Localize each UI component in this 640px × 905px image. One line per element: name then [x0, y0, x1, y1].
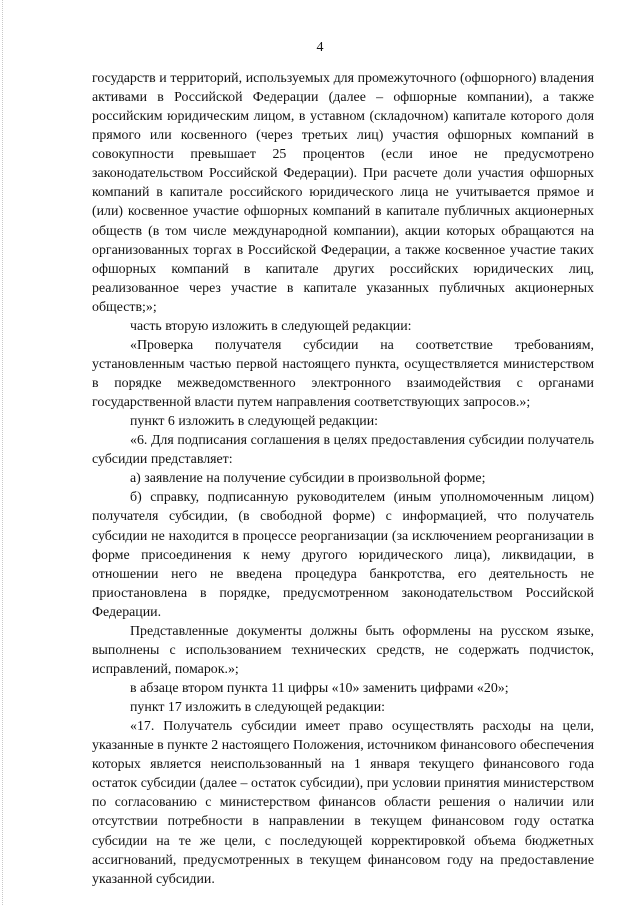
- document-body: [92, 69, 594, 889]
- paragraph-9: в абзаце втором пункта 11 цифры «10» заменить цифрами «20»;: [130, 681, 509, 696]
- page-number: 4: [316, 40, 324, 55]
- paragraph-4: пункт 6 изложить в следующей редакции:: [130, 414, 379, 430]
- paragraph-2: часть вторую изложить в следующей редакции:: [130, 318, 412, 334]
- paragraph-11: «17. Получатель субсидии имеет право осуществлять расходы на цели, указанные в пункте 2 настоящего Положения, источником финансового обеспечения которых является неиспользованный на 1 января текущего финансового года остаток субсидии (далее – остаток субсидии), при условии принятия министерством по согласованию с министерством финансов области решения о наличии или отсутствии потребности в направлении в текущем финансовом году остатка субсидии на те же цели, с последующей корректировкой объема бюджетных ассигнований, предусмотренных в текущем финансовом году на предоставление указанной субсидии.: [92, 719, 594, 887]
- scan-edge-divider: [2, 0, 3, 905]
- paragraph-1: государств и территорий, используемых для промежуточного (офшорного) владения активами в Российской Федерации (далее – офшорные компании), а также российским юридическим лицом, в уставном (складочном) капитале которого доля прямого или косвенного (через третьих лиц) участия офшорных компаний в совокупности превышает 25 процентов (если иное не предусмотрено законодательством Российской Федерации). При расчете доли участия офшорных компаний в капитале российского юридического лица не учитывается прямое и (или) косвенное участие офшорных компаний в капитале публичных акционерных обществ (в том числе международной компании), акции которых обращаются на организованных торгах в Российской Федерации, а также косвенное участие таких офшорных компаний в капитале других российских юридических лиц, реализованное через участие в капитале указанных публичных акционерных обществ;»;: [92, 71, 594, 315]
- paragraph-10: пункт 17 изложить в следующей редакции:: [130, 700, 385, 716]
- paragraph-6: а) заявление на получение субсидии в произвольной форме;: [130, 471, 486, 487]
- paragraph-7: б) справку, подписанную руководителем (иным уполномоченным лицом) получателя субсидии, (в свободной форме) с информацией, что получатель субсидии не находится в процессе реорганизации (за исключением реорганизации в форме присоединения к нему другого юридического лица), ликвидации, в отношении него не введена процедура банкротства, его деятельность не приостановлена в порядке, предусмотренном законодательством Российской Федерации.: [92, 490, 594, 620]
- paragraph-8: Представленные документы должны быть оформлены на русском языке, выполнены с использованием технических средств, не содержать подчисток, исправлений, помарок.»;: [92, 623, 594, 677]
- paragraph-3: «Проверка получателя субсидии на соответствие требованиям, установленным частью первой настоящего пункта, осуществляется министерством в порядке межведомственного электронного взаимодействия с органами государственной власти путем направления соответствующих запросов.»;: [92, 337, 594, 411]
- paragraph-5: «6. Для подписания соглашения в целях предоставления субсидии получатель субсидии представляет:: [92, 433, 594, 468]
